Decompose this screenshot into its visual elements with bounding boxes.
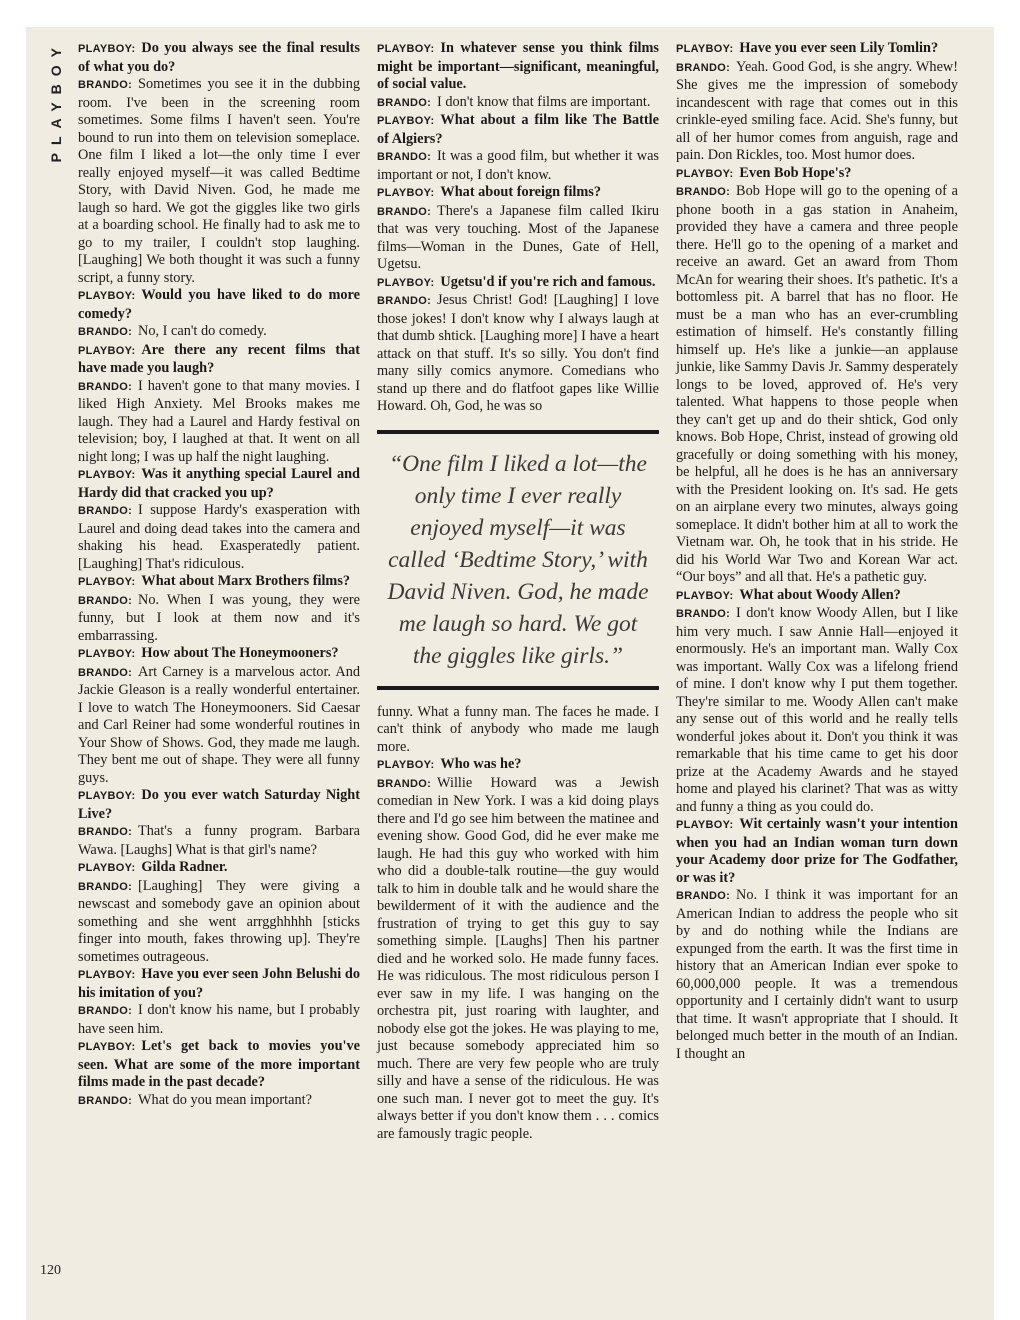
interview-paragraph bbox=[676, 183, 958, 587]
speaker-label: BRANDO: bbox=[676, 608, 731, 620]
answer-text: I suppose Hardy's exasperation with Laurel and doing dead takes into the camera and shaking his head. Exasperatedly patient. [Laughing] That's ridiculous. bbox=[78, 502, 360, 572]
answer-text: Yeah. Good God, is she angry. Whew! She gives me the impression of somebody incandescent with rage that comes out in this crinkle-eyed smiling face. Acid. She's funny, but all of her humor comes from anguish, rage and pain. Don Rickles, too. Most humor does. bbox=[676, 58, 958, 163]
speaker-label: BRANDO: bbox=[78, 1005, 133, 1017]
question-text: How about The Honeymooners? bbox=[141, 645, 339, 661]
answer-text: What do you mean important? bbox=[138, 1091, 312, 1108]
speaker-label: PLAYBOY: bbox=[78, 790, 136, 802]
interview-paragraph bbox=[676, 165, 958, 184]
speaker-label: BRANDO: bbox=[78, 666, 133, 679]
speaker-label: PLAYBOY: bbox=[78, 576, 136, 588]
answer-text: Jesus Christ! God! [Laughing] I love those jokes! I don't know why I always laugh at that dumb shtick. [Laughing more] I have a heart attack on that stuff. It's so silly. You don't find many silly comics anymore. Comedians who stand up there and do flatfoot gapes like Willie Howard. Oh, God, he was so bbox=[377, 292, 659, 414]
interview-paragraph bbox=[676, 887, 958, 1063]
speaker-label: PLAYBOY: bbox=[377, 43, 435, 55]
interview-paragraph bbox=[78, 342, 360, 378]
interview-paragraph bbox=[78, 323, 360, 342]
interview-paragraph bbox=[78, 40, 360, 76]
pull-quote: “One film I liked a lot—the only time I ever really enjoyed myself—it was called ‘Bedtime Story,’ with David Niven. God, he made me laugh so hard. We got the giggles like girls.” bbox=[377, 430, 659, 690]
interview-paragraph bbox=[676, 605, 958, 816]
question-text: What about Marx Brothers films? bbox=[141, 573, 351, 589]
interview-paragraph bbox=[377, 203, 659, 274]
page-number: 120 bbox=[40, 1263, 61, 1278]
interview-paragraph bbox=[78, 378, 360, 467]
question-text: Have you ever seen John Belushi do his imitation of you? bbox=[78, 966, 360, 1001]
interview-paragraph bbox=[377, 40, 659, 94]
interview-paragraph bbox=[676, 40, 958, 59]
interview-paragraph bbox=[78, 1092, 360, 1111]
speaker-label: BRANDO: bbox=[78, 79, 133, 91]
interview-paragraph bbox=[377, 148, 659, 184]
interview-paragraph bbox=[78, 878, 360, 967]
speaker-label: PLAYBOY: bbox=[78, 469, 136, 481]
answer-text: Bob Hope will go to the opening of a phone booth in a gas station in Anaheim, provided they have a camera and three people there. He'll go to the opening of a market and receive an award. Get an award from Thom McAn for wearing their shoes. It's pathetic. It's a bottomless pit. A barrel that has no floor. He must be a man who has an ever-crumbling estimation of himself. He's constantly filling himself up. He's like a junkie—an applause junkie, like Sammy Davis Jr. Sammy desperately longs to be loved, approved of. He's very talented. What happens to those people when they can't get up and do their shtick, God only knows. Bob Hope, Christ, instead of growing old gracefully or doing something with his money, be helpful, all he does is he has an anniversary with the President looking on. It's sad. He gets on an airplane every two minutes, always going someplace. It didn't bother him at all to work the Vietnam war. Oh, he took that in his stride. He did his World War Two and Korean War act. “Our boys” and all that. He's a pathetic guy. bbox=[676, 183, 958, 585]
interview-paragraph bbox=[78, 645, 360, 664]
interview-paragraph bbox=[78, 76, 360, 287]
question-text: What about a film like The Battle of Algiers? bbox=[377, 112, 659, 147]
speaker-label: PLAYBOY: bbox=[78, 1041, 136, 1053]
interview-paragraph bbox=[377, 775, 659, 1144]
speaker-label: PLAYBOY: bbox=[676, 43, 734, 55]
question-text: Let's get back to movies you've seen. What are some of the more important films made in the past decade? bbox=[78, 1038, 360, 1090]
speaker-label: PLAYBOY: bbox=[78, 43, 136, 55]
speaker-label: PLAYBOY: bbox=[377, 187, 435, 199]
question-text: What about foreign films? bbox=[440, 184, 602, 200]
interview-paragraph bbox=[78, 787, 360, 823]
speaker-label: BRANDO: bbox=[377, 205, 432, 218]
interview-paragraph bbox=[78, 966, 360, 1002]
speaker-label: BRANDO: bbox=[377, 151, 432, 163]
interview-paragraph bbox=[78, 1038, 360, 1092]
speaker-label: BRANDO: bbox=[377, 777, 432, 790]
answer-text: Willie Howard was a Jewish comedian in New York. I was a kid doing plays there and I'd go see him between the matinee and evening show. Good God, did he ever make me laugh. He had this guy who worked with him who did a double-talk routine—the guy would talk to him in double talk and he would share the bewilderment of it with the audience and the frustration of trying to get this guy to say something simple. [Laughs] Then his partner died and he worked solo. He made funny faces. He was ridiculous. The most ridiculous person I ever saw in my life. I was hanging on the orchestra pit, just roaring with laughter, and nobody else got the jokes. He was playing to me, just because somebody appreciated him so much. There are very few people who are truly silly and have a sense of the ridiculous. He was one such man. I never got to meet the guy. It's always better if you don't know them . . . comics are famously tragic people. bbox=[377, 774, 659, 1142]
question-text: Who was he? bbox=[440, 756, 522, 772]
interview-paragraph bbox=[377, 112, 659, 148]
speaker-label: PLAYBOY: bbox=[78, 290, 136, 302]
interview-paragraph bbox=[78, 823, 360, 859]
speaker-label: PLAYBOY: bbox=[676, 819, 734, 831]
question-text: Ugetsu'd if you're rich and famous. bbox=[440, 273, 656, 290]
speaker-label: PLAYBOY: bbox=[78, 862, 136, 874]
question-text: Do you ever watch Saturday Night Live? bbox=[78, 787, 360, 822]
speaker-label: BRANDO: bbox=[377, 96, 432, 109]
column-3 bbox=[676, 40, 958, 1063]
question-text: What about Woody Allen? bbox=[739, 586, 901, 603]
answer-text: No. I think it was important for an American Indian to address the people who sit by and do nothing while the Indians are expunged from the earth. It was the first time in history that an American Indian ever spoke to 60,000,000 people. It was a tremendous opportunity and I certainly didn't want to usurp that time. It wasn't appropriate that I should. It belonged much better in the mouth of an Indian. I thought an bbox=[676, 887, 958, 1062]
interview-paragraph bbox=[377, 292, 659, 416]
question-text: Wit certainly wasn't your intention when you had an Indian woman turn down your Academy door prize for The Godfather, or was it? bbox=[676, 816, 958, 886]
speaker-label: BRANDO: bbox=[78, 326, 133, 338]
question-text: Have you ever seen Lily Tomlin? bbox=[739, 40, 939, 56]
column-2 bbox=[377, 40, 659, 1143]
question-text: Was it anything special Laurel and Hardy did that cracked you up? bbox=[78, 466, 360, 501]
speaker-label: BRANDO: bbox=[78, 880, 133, 893]
answer-text: Art Carney is a marvelous actor. And Jackie Gleason is a really wonderful entertainer. I love to watch The Honeymooners. Sid Caesar and Carl Reiner had some wonderful routines in Your Show of Shows. God, they made me laugh. They bent me out of shape. They were all funny guys. bbox=[78, 663, 360, 786]
speaker-label: BRANDO: bbox=[78, 1094, 133, 1107]
question-text: Even Bob Hope's? bbox=[739, 164, 852, 181]
answer-text: Sometimes you see it in the dubbing room. I've been in the screening room sometimes. Some films I haven't seen. You're bound to run into them on television someplace. One film I liked a lot—the only time I ever really enjoyed myself—it was called Bedtime Story, with David Niven. God, he made me laugh so hard. We got the giggles like two girls at a boarding school. He finally had to ask me to go to my trailer, I couldn't stop laughing. [Laughing] We both thought it was such a funny script, a funny story. bbox=[78, 76, 360, 286]
magazine-name: PLAYBOY bbox=[48, 40, 64, 163]
answer-text: It was a good film, but whether it was important or not, I don't know. bbox=[377, 148, 659, 183]
answer-text: I don't know Woody Allen, but I like him very much. I saw Annie Hall—enjoyed it enormously. He's an important man. Wally Cox was important. Wally Cox was a lifelong friend of mine. I don't know why I put them together. They're similar to me. Woody Allen can't make any sense out of this world and he really tells wonderful jokes about it. Don't you think it was remarkable that his time came to get his door prize at the Academy Awards and he stayed home and played his clarinet? That was as witty and funny a thing as you could do. bbox=[676, 605, 958, 815]
speaker-label: BRANDO: bbox=[78, 594, 133, 607]
speaker-label: PLAYBOY: bbox=[78, 344, 136, 357]
answer-text: funny. What a funny man. The faces he made. I can't think of anybody who made me laugh more. bbox=[377, 703, 659, 755]
interview-paragraph bbox=[676, 816, 958, 887]
interview-paragraph bbox=[78, 592, 360, 646]
speaker-label: BRANDO: bbox=[676, 890, 731, 902]
interview-paragraph bbox=[78, 573, 360, 592]
speaker-label: BRANDO: bbox=[78, 505, 133, 517]
speaker-label: PLAYBOY: bbox=[676, 167, 734, 180]
column-2-bottom bbox=[377, 704, 659, 1144]
answer-text: I don't know his name, but I probably have seen him. bbox=[78, 1002, 360, 1037]
interview-paragraph bbox=[377, 756, 659, 775]
speaker-label: BRANDO: bbox=[78, 380, 133, 393]
answer-text: There's a Japanese film called Ikiru that was very touching. Most of the Japanese films—Woman in the Dunes, Gate of Hell, Ugetsu. bbox=[377, 202, 659, 272]
question-text: Gilda Radner. bbox=[141, 859, 228, 875]
answer-text: I don't know that films are important. bbox=[437, 93, 651, 110]
question-text: In whatever sense you think films might be important—significant, meaningful, of social value. bbox=[377, 40, 659, 92]
interview-paragraph bbox=[78, 859, 360, 878]
speaker-label: PLAYBOY: bbox=[377, 276, 435, 289]
interview-paragraph bbox=[377, 94, 659, 113]
answer-text: No. When I was young, they were funny, but I look at them now and it's embarrassing. bbox=[78, 591, 360, 644]
column-2-top bbox=[377, 40, 659, 416]
interview-paragraph bbox=[676, 587, 958, 606]
column-1 bbox=[78, 40, 360, 1110]
interview-paragraph bbox=[78, 664, 360, 788]
interview-paragraph bbox=[377, 184, 659, 203]
question-text: Are there any recent films that have made you laugh? bbox=[78, 341, 360, 376]
answer-text: No, I can't do comedy. bbox=[138, 323, 267, 339]
question-text: Do you always see the final results of what you do? bbox=[78, 40, 360, 75]
interview-paragraph bbox=[676, 59, 958, 165]
speaker-label: PLAYBOY: bbox=[377, 759, 435, 771]
interview-paragraph bbox=[78, 1002, 360, 1038]
interview-paragraph bbox=[78, 502, 360, 573]
interview-paragraph bbox=[377, 704, 659, 757]
interview-paragraph bbox=[78, 466, 360, 502]
interview-paragraph bbox=[78, 287, 360, 323]
answer-text: [Laughing] They were giving a newscast and somebody gave an opinion about something and she went arrgghhhhh [sticks finger into mouth, fakes throwing up]. They're sometimes outrageous. bbox=[78, 877, 360, 965]
speaker-label: PLAYBOY: bbox=[377, 115, 435, 127]
answer-text: I haven't gone to that many movies. I liked High Anxiety. Mel Brooks makes me laugh. They had a Laurel and Hardy festival on television; boy, I laughed at that. It went on all night long; I was up half the night laughing. bbox=[78, 377, 360, 465]
answer-text: That's a funny program. Barbara Wawa. [Laughs] What is that girl's name? bbox=[78, 823, 360, 858]
question-text: Would you have liked to do more comedy? bbox=[78, 287, 360, 322]
speaker-label: BRANDO: bbox=[676, 186, 731, 198]
speaker-label: PLAYBOY: bbox=[676, 589, 734, 602]
interview-paragraph bbox=[377, 274, 659, 293]
speaker-label: BRANDO: bbox=[676, 61, 731, 74]
speaker-label: PLAYBOY: bbox=[78, 969, 136, 981]
speaker-label: BRANDO: bbox=[377, 295, 432, 307]
speaker-label: BRANDO: bbox=[78, 826, 133, 838]
speaker-label: PLAYBOY: bbox=[78, 648, 136, 660]
